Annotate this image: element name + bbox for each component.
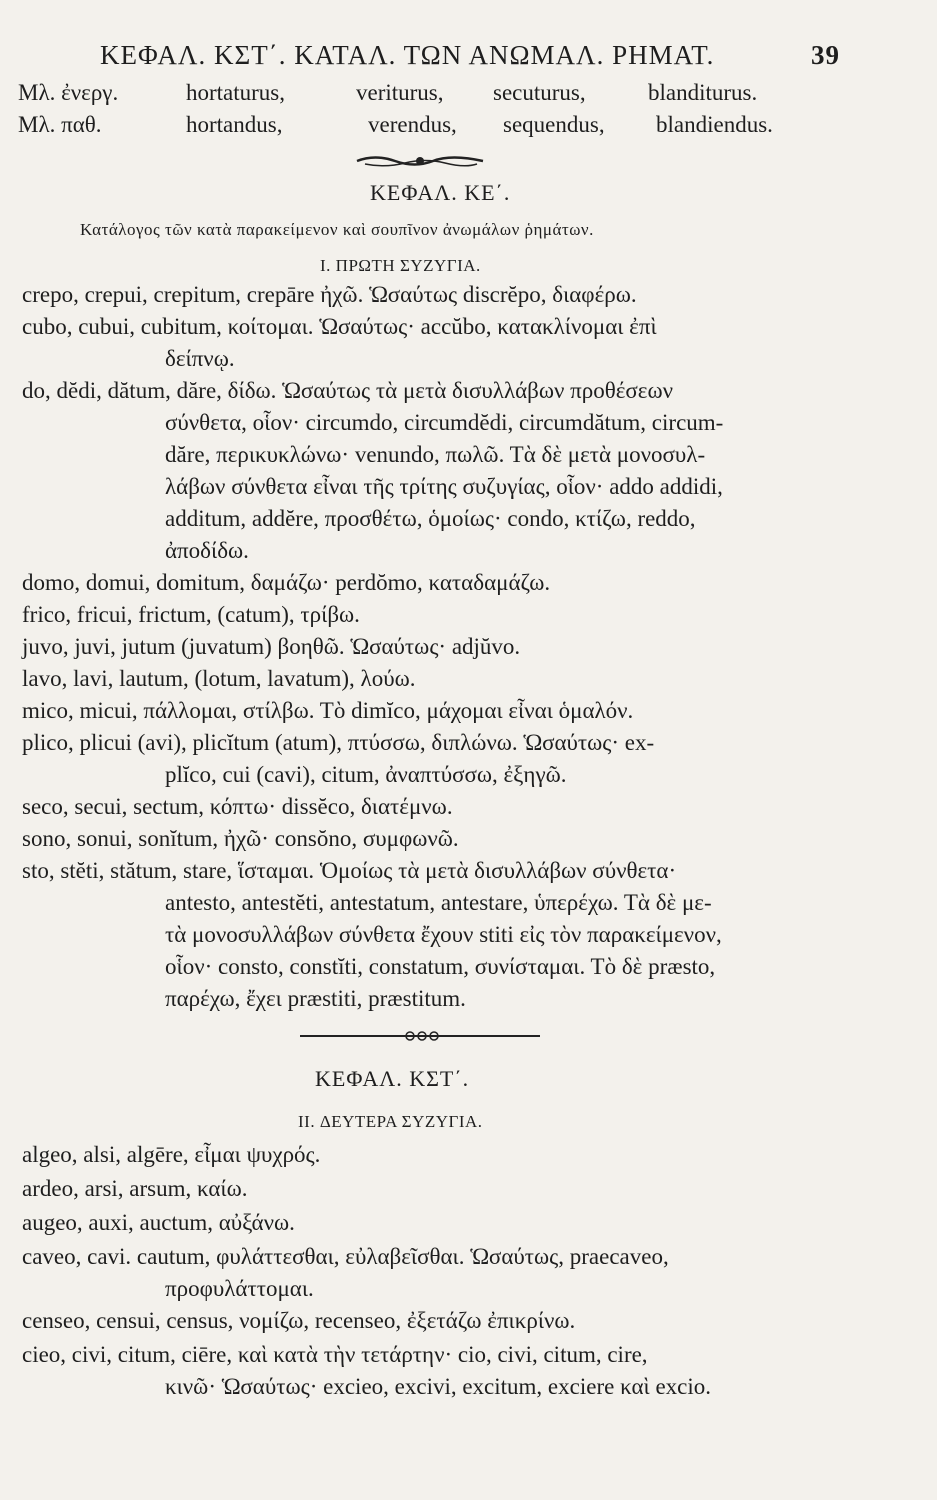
entry-line: sto, stĕti, stătum, stare, ἵσταμαι. Ὁμοίως τὰ μετὰ δισυλλάβων σύνθετα·: [22, 858, 677, 883]
section-divider-rule: [300, 1030, 540, 1042]
entry-line: juvo, juvi, jutum (juvatum) βοηθῶ. Ὡσαύτως· adjŭvo.: [22, 634, 521, 659]
chapter-heading: ΚΕΦΑΛ. ΚΕ΄.: [370, 180, 511, 205]
participle-form: blandiendus.: [656, 112, 773, 137]
entry-line: δείπνῳ.: [165, 346, 235, 371]
conjugation-heading: I. ΠΡΩΤΗ ΣΥΖΥΓΙΑ.: [320, 256, 481, 275]
entry-line: σύνθετα, οἷον· circumdo, circumdĕdi, circumdătum, circum-: [165, 410, 724, 435]
entry-line: plico, plicui (avi), plicĭtum (atum), πτύσσω, διπλώνω. Ὡσαύτως· ex-: [22, 730, 655, 755]
participle-form: secuturus,: [493, 80, 586, 105]
entry-line: augeo, auxi, auctum, αὐξάνω.: [22, 1210, 295, 1235]
entry-line: crepo, crepui, crepitum, crepāre ἠχῶ. Ὡσαύτως discrĕpo, διαφέρω.: [22, 282, 637, 307]
chapter-subtitle: Κατάλογος τῶν κατὰ παρακείμενον καὶ σουπῖνον ἀνωμάλων ῥημάτων.: [80, 220, 594, 239]
entry-line: cubo, cubui, cubitum, κοίτομαι. Ὡσαύτως· accŭbo, κατακλίνομαι ἐπὶ: [22, 314, 657, 339]
entry-line: do, dĕdi, dătum, dăre, δίδω. Ὡσαύτως τὰ μετὰ δισυλλάβων προθέσεων: [22, 378, 674, 403]
entry-line: sono, sonui, sonĭtum, ἠχῶ· consŏno, συμφωνῶ.: [22, 826, 459, 851]
entry-line: λάβων σύνθετα εἶναι τῆς τρίτης συζυγίας, οἷον· addo addidi,: [165, 474, 723, 499]
entry-line: οἷον· consto, constĭti, constatum, συνίσταμαι. Τὸ δὲ præsto,: [165, 954, 716, 979]
participle-form: veriturus,: [356, 80, 444, 105]
participle-form: hortaturus,: [186, 80, 286, 105]
entry-line: κινῶ· Ὡσαύτως· excieo, excivi, excitum, exciere καὶ excio.: [165, 1374, 712, 1399]
conjugation-heading: II. ΔΕΥΤΕΡΑ ΣΥΖΥΓΙΑ.: [298, 1112, 483, 1131]
entry-line: προφυλάττομαι.: [165, 1276, 314, 1301]
entry-line: domo, domui, domitum, δαμάζω· perdŏmo, καταδαμάζω.: [22, 570, 551, 595]
participle-form: blanditurus.: [648, 80, 758, 105]
participle-form: sequendus,: [503, 112, 605, 137]
entry-line: mico, micui, πάλλομαι, στίλβω. Τὸ dimĭco, μάχομαι εἶναι ὁμαλόν.: [22, 698, 634, 723]
entry-line: frico, fricui, frictum, (catum), τρίβω.: [22, 602, 360, 627]
entry-line: seco, secui, sectum, κόπτω· dissĕco, διατέμνω.: [22, 794, 453, 819]
entry-line: dăre, περικυκλώνω· venundo, πωλῶ. Τὰ δὲ μετὰ μονοσυλ-: [165, 442, 706, 467]
entry-line: additum, addĕre, προσθέτω, ὁμοίως· condo, κτίζω, reddo,: [165, 506, 696, 531]
entry-line: παρέχω, ἔχει præstiti, præstitum.: [165, 986, 466, 1011]
entry-line: caveo, cavi. cautum, φυλάττεσθαι, εὐλαβεῖσθαι. Ὡσαύτως, praecaveo,: [22, 1244, 669, 1269]
page-number: 39: [811, 40, 840, 70]
entry-line: ἀποδίδω.: [165, 538, 249, 563]
entry-line: cieo, civi, citum, ciēre, καὶ κατὰ τὴν τετάρτην· cio, civi, citum, cire,: [22, 1342, 648, 1367]
ornament-divider: [355, 152, 485, 170]
participle-label: Μλ. παθ.: [18, 112, 102, 137]
entry-line: τὰ μονοσυλλάβων σύνθετα ἔχουν stiti εἰς τὸν παρακείμενον,: [165, 922, 722, 947]
chapter-heading: ΚΕΦΑΛ. ΚΣΤ΄.: [315, 1066, 470, 1091]
participle-label: Μλ. ἐνεργ.: [18, 80, 119, 105]
running-head-title: ΚΕΦΑΛ. ΚΣΤ΄. ΚΑΤΑΛ. ΤΩΝ ΑΝΩΜΑΛ. ΡΗΜΑΤ.: [100, 40, 715, 70]
entry-line: plĭco, cui (cavi), citum, ἀναπτύσσω, ἐξηγῶ.: [165, 762, 567, 787]
running-head: [100, 40, 840, 71]
entry-line: lavo, lavi, lautum, (lotum, lavatum), λούω.: [22, 666, 416, 691]
participle-form: verendus,: [368, 112, 457, 137]
entry-line: antesto, antestĕti, antestatum, antestare, ὑπερέχω. Τὰ δὲ με-: [165, 890, 712, 915]
entry-line: ardeo, arsi, arsum, καίω.: [22, 1176, 248, 1201]
participle-form: hortandus,: [186, 112, 283, 137]
entry-line: algeo, alsi, algēre, εἶμαι ψυχρός.: [22, 1142, 321, 1167]
entry-line: censeo, censui, census, νομίζω, recenseo, ἐξετάζω ἐπικρίνω.: [22, 1308, 576, 1333]
